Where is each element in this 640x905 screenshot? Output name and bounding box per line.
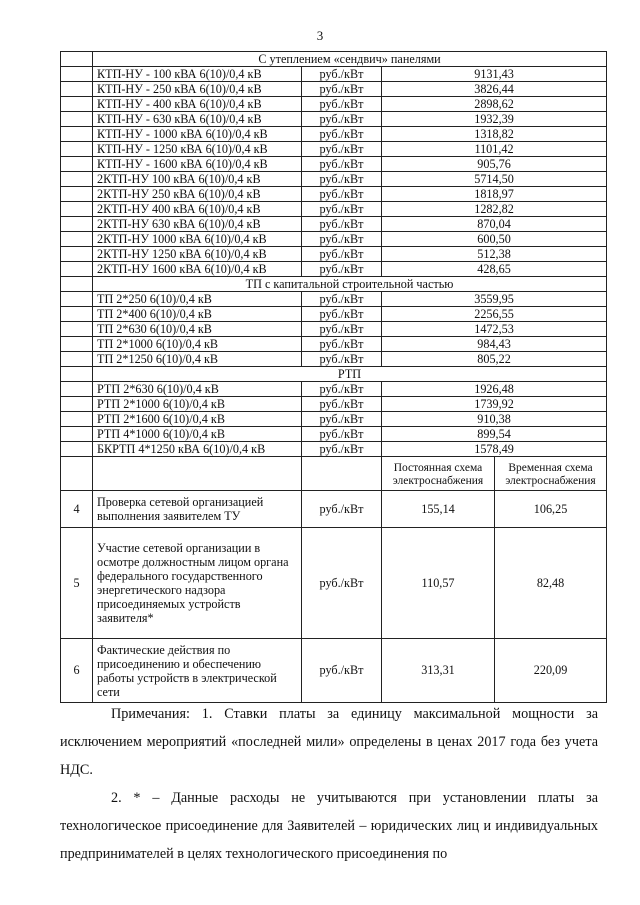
row-num-cell: [61, 307, 93, 322]
row-name: КТП-НУ - 1250 кВА 6(10)/0,4 кВ: [93, 142, 302, 157]
row-value: 1932,39: [382, 112, 607, 127]
row-value: 9131,43: [382, 67, 607, 82]
row-name: ТП 2*1000 6(10)/0,4 кВ: [93, 337, 302, 352]
row-num-cell: [61, 397, 93, 412]
row-name: 2КТП-НУ 250 кВА 6(10)/0,4 кВ: [93, 187, 302, 202]
section-num-cell: [61, 52, 93, 67]
row-value: 3559,95: [382, 292, 607, 307]
table-row: [61, 427, 607, 442]
row-unit: руб./кВт: [302, 397, 382, 412]
row-name: РТП 4*1000 6(10)/0,4 кВ: [93, 427, 302, 442]
row-unit: руб./кВт: [302, 232, 382, 247]
row-unit: руб./кВт: [302, 82, 382, 97]
row-name: РТП 2*1000 6(10)/0,4 кВ: [93, 397, 302, 412]
table-row: [61, 412, 607, 427]
table-row: [61, 292, 607, 307]
row-name: КТП-НУ - 100 кВА 6(10)/0,4 кВ: [93, 67, 302, 82]
row-unit: руб./кВт: [302, 352, 382, 367]
table-row: [61, 187, 607, 202]
row-unit: руб./кВт: [302, 217, 382, 232]
row-unit: руб./кВт: [302, 382, 382, 397]
row-value: 600,50: [382, 232, 607, 247]
table-row: [61, 442, 607, 457]
header-temporary-scheme: Временная схема электроснабжения: [495, 457, 607, 491]
row-num-cell: [61, 322, 93, 337]
row-number: 5: [61, 528, 93, 639]
row-value: 5714,50: [382, 172, 607, 187]
row-unit: руб./кВт: [302, 442, 382, 457]
row-unit: руб./кВт: [302, 292, 382, 307]
row-num-cell: [61, 202, 93, 217]
row-name: БКРТП 4*1250 кВА 6(10)/0,4 кВ: [93, 442, 302, 457]
row-value: 984,43: [382, 337, 607, 352]
row-unit: руб./кВт: [302, 247, 382, 262]
row-unit: руб./кВт: [302, 307, 382, 322]
row-value: 899,54: [382, 427, 607, 442]
row-value: 2898,62: [382, 97, 607, 112]
row-num-cell: [61, 127, 93, 142]
row-num-cell: [61, 352, 93, 367]
section-title: ТП с капитальной строительной частью: [93, 277, 607, 292]
row-name: ТП 2*630 6(10)/0,4 кВ: [93, 322, 302, 337]
section-header-row: [61, 277, 607, 292]
row-value: 2256,55: [382, 307, 607, 322]
row-name: 2КТП-НУ 630 кВА 6(10)/0,4 кВ: [93, 217, 302, 232]
row-unit: руб./кВт: [302, 337, 382, 352]
row-unit: руб./кВт: [302, 262, 382, 277]
table-row: [61, 322, 607, 337]
scheme-header-row: [61, 457, 607, 491]
rates-table: [60, 51, 607, 703]
row-value: 805,22: [382, 352, 607, 367]
row-num-cell: [61, 142, 93, 157]
row-num-cell: [61, 187, 93, 202]
note-2: 2. * – Данные расходы не учитываются при установлении платы за технологическое присоединение для Заявителей – юридических лиц и индивидуальных предпринимателей в целях технологического присоединения по: [60, 790, 598, 862]
row-unit: руб./кВт: [302, 157, 382, 172]
row-permanent-value: 313,31: [382, 639, 495, 703]
table-row: [61, 307, 607, 322]
table-row: [61, 127, 607, 142]
row-unit: руб./кВт: [302, 491, 382, 528]
row-unit: руб./кВт: [302, 202, 382, 217]
table-row: [61, 382, 607, 397]
row-num-cell: [61, 292, 93, 307]
table-row: [61, 337, 607, 352]
row-unit: руб./кВт: [302, 67, 382, 82]
row-num-cell: [61, 427, 93, 442]
table-row: [61, 112, 607, 127]
row-value: 870,04: [382, 217, 607, 232]
row-unit: руб./кВт: [302, 187, 382, 202]
row-temporary-value: 82,48: [495, 528, 607, 639]
table-row: [61, 262, 607, 277]
row-value: 1282,82: [382, 202, 607, 217]
row-number: 4: [61, 491, 93, 528]
header-name-cell: [93, 457, 302, 491]
table-row: [61, 172, 607, 187]
row-name: Фактические действия по присоединению и обеспечению работы устройств в электрической сети: [93, 639, 302, 703]
row-name: 2КТП-НУ 1000 кВА 6(10)/0,4 кВ: [93, 232, 302, 247]
row-name: Участие сетевой организации в осмотре должностным лицом органа федерального государственного энергетического надзора присоединяемых устройств заявителя*: [93, 528, 302, 639]
row-num-cell: [61, 382, 93, 397]
row-name: 2КТП-НУ 100 кВА 6(10)/0,4 кВ: [93, 172, 302, 187]
numbered-row: [61, 491, 607, 528]
row-value: 1926,48: [382, 382, 607, 397]
row-unit: руб./кВт: [302, 639, 382, 703]
row-num-cell: [61, 412, 93, 427]
row-num-cell: [61, 97, 93, 112]
row-unit: руб./кВт: [302, 127, 382, 142]
row-unit: руб./кВт: [302, 97, 382, 112]
row-num-cell: [61, 442, 93, 457]
table-row: [61, 397, 607, 412]
row-unit: руб./кВт: [302, 172, 382, 187]
note-1: Примечания: 1. Ставки платы за единицу максимальной мощности за исключением мероприятий «последней мили» определены в ценах 2017 года без учета НДС.: [60, 706, 598, 778]
row-num-cell: [61, 172, 93, 187]
row-value: 3826,44: [382, 82, 607, 97]
table-row: [61, 217, 607, 232]
row-unit: руб./кВт: [302, 142, 382, 157]
row-num-cell: [61, 217, 93, 232]
row-num-cell: [61, 337, 93, 352]
numbered-row: [61, 528, 607, 639]
row-temporary-value: 220,09: [495, 639, 607, 703]
row-number: 6: [61, 639, 93, 703]
table-row: [61, 352, 607, 367]
row-value: 905,76: [382, 157, 607, 172]
row-num-cell: [61, 82, 93, 97]
row-unit: руб./кВт: [302, 322, 382, 337]
row-name: РТП 2*630 6(10)/0,4 кВ: [93, 382, 302, 397]
row-value: 1318,82: [382, 127, 607, 142]
row-value: 910,38: [382, 412, 607, 427]
row-unit: руб./кВт: [302, 412, 382, 427]
section-title: С утеплением «сендвич» панелями: [93, 52, 607, 67]
row-num-cell: [61, 112, 93, 127]
section-num-cell: [61, 277, 93, 292]
section-num-cell: [61, 367, 93, 382]
table-row: [61, 67, 607, 82]
row-name: 2КТП-НУ 1600 кВА 6(10)/0,4 кВ: [93, 262, 302, 277]
row-value: 428,65: [382, 262, 607, 277]
header-num-cell: [61, 457, 93, 491]
row-name: КТП-НУ - 1000 кВА 6(10)/0,4 кВ: [93, 127, 302, 142]
row-name: ТП 2*250 6(10)/0,4 кВ: [93, 292, 302, 307]
row-name: РТП 2*1600 6(10)/0,4 кВ: [93, 412, 302, 427]
header-permanent-scheme: Постоянная схема электроснабжения: [382, 457, 495, 491]
header-unit-cell: [302, 457, 382, 491]
table-row: [61, 232, 607, 247]
table-row: [61, 142, 607, 157]
row-name: ТП 2*1250 6(10)/0,4 кВ: [93, 352, 302, 367]
row-value: 1472,53: [382, 322, 607, 337]
section-title: РТП: [93, 367, 607, 382]
table-row: [61, 202, 607, 217]
numbered-row: [61, 639, 607, 703]
page-number: 3: [316, 28, 324, 43]
section-header-row: [61, 367, 607, 382]
row-num-cell: [61, 247, 93, 262]
row-value: 1578,49: [382, 442, 607, 457]
row-name: КТП-НУ - 630 кВА 6(10)/0,4 кВ: [93, 112, 302, 127]
row-name: 2КТП-НУ 1250 кВА 6(10)/0,4 кВ: [93, 247, 302, 262]
notes: [60, 700, 598, 868]
row-temporary-value: 106,25: [495, 491, 607, 528]
row-name: Проверка сетевой организацией выполнения заявителем ТУ: [93, 491, 302, 528]
row-permanent-value: 155,14: [382, 491, 495, 528]
row-value: 512,38: [382, 247, 607, 262]
table-row: [61, 97, 607, 112]
table-row: [61, 247, 607, 262]
row-name: КТП-НУ - 400 кВА 6(10)/0,4 кВ: [93, 97, 302, 112]
row-num-cell: [61, 67, 93, 82]
row-unit: руб./кВт: [302, 528, 382, 639]
row-unit: руб./кВт: [302, 112, 382, 127]
row-name: КТП-НУ - 1600 кВА 6(10)/0,4 кВ: [93, 157, 302, 172]
section-header-row: [61, 52, 607, 67]
row-num-cell: [61, 262, 93, 277]
row-permanent-value: 110,57: [382, 528, 495, 639]
row-unit: руб./кВт: [302, 427, 382, 442]
row-name: ТП 2*400 6(10)/0,4 кВ: [93, 307, 302, 322]
row-name: 2КТП-НУ 400 кВА 6(10)/0,4 кВ: [93, 202, 302, 217]
row-value: 1739,92: [382, 397, 607, 412]
row-value: 1101,42: [382, 142, 607, 157]
row-name: КТП-НУ - 250 кВА 6(10)/0,4 кВ: [93, 82, 302, 97]
table-row: [61, 157, 607, 172]
row-num-cell: [61, 232, 93, 247]
table-row: [61, 82, 607, 97]
row-num-cell: [61, 157, 93, 172]
row-value: 1818,97: [382, 187, 607, 202]
